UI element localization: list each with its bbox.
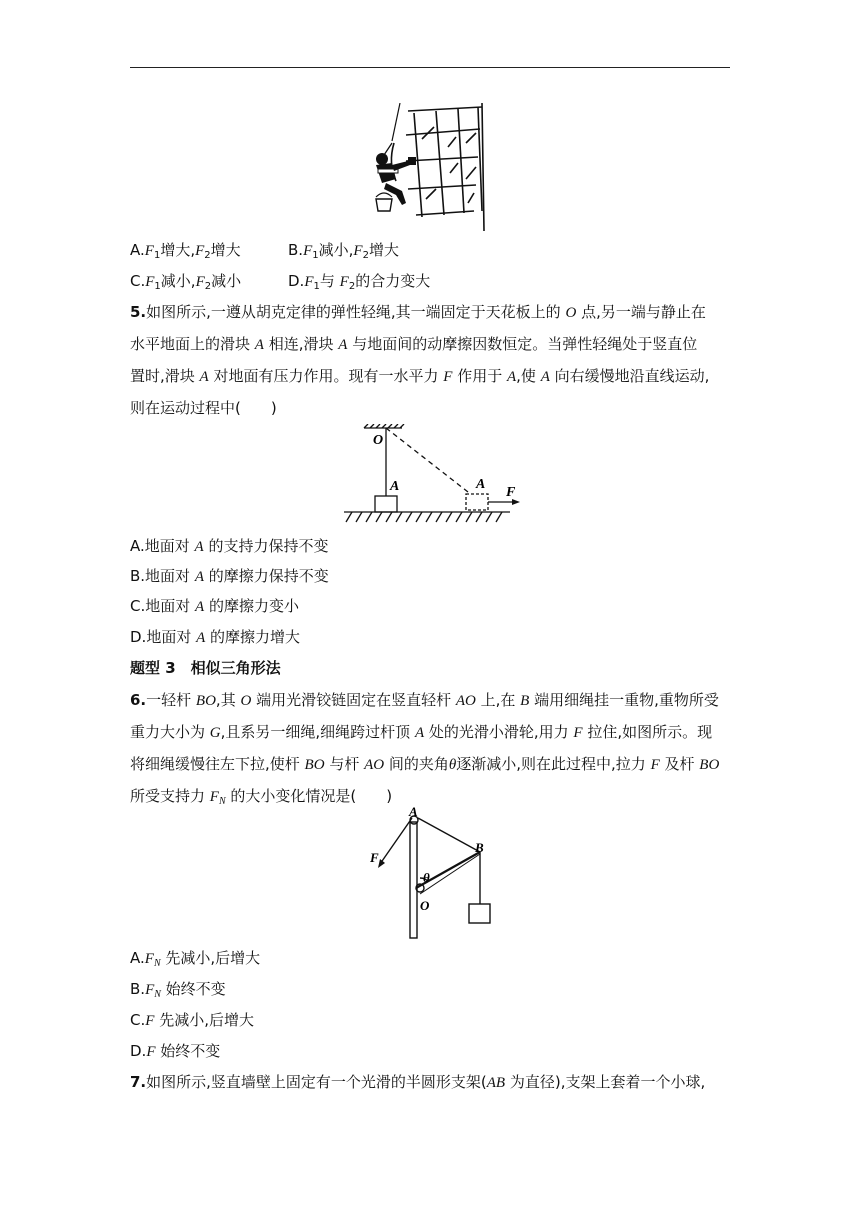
q5-stem-line-4: 则在运动过程中( ) — [130, 399, 277, 417]
q5-stem-line-3: 置时,滑块 A 对地面有压力作用。现有一水平力 F 作用于 A,使 A 向右缓慢地沿直线运动, — [130, 367, 710, 385]
q5-option-b: B.地面对 A 的摩擦力保持不变 — [130, 567, 329, 585]
q6-stem-line-3: 将细绳缓慢往左下拉,使杆 BO 与杆 AO 间的夹角θ逐渐减小,则在此过程中,拉力 F 及杆 BO — [130, 755, 720, 773]
q6-label-a: A — [409, 806, 418, 819]
q5-label-f: F — [506, 485, 516, 500]
q6-stem-line-4: 所受支持力 $F_N$ 的大小变化情况是( ) — [130, 787, 393, 807]
window-cleaner-figure — [362, 103, 486, 231]
q5-option-a: A.地面对 A 的支持力保持不变 — [130, 537, 329, 555]
q6-rod-pulley-figure — [362, 806, 502, 940]
q6-label-f: F — [370, 850, 379, 865]
q4-option-d: $D.F_1$与 $F_2$的合力变大 — [288, 272, 431, 292]
q4-option-c: $C.F_1$减小$,F_2$减小 — [130, 272, 242, 292]
q6-option-b: $B.F_N$ 始终不变 — [130, 980, 226, 1000]
q7-stem-line-1: 7.如图所示,竖直墙壁上固定有一个光滑的半圆形支架(AB 为直径),支架上套着一个小球, — [130, 1073, 706, 1091]
q5-stem-line-1: 5.如图所示,一遵从胡克定律的弹性轻绳,其一端固定于天花板上的 O 点,另一端与静止在 — [130, 303, 706, 321]
q5-label-o: O — [373, 433, 384, 448]
q6-stem-line-2: 重力大小为 G,且系另一细绳,细绳跨过杆顶 A 处的光滑小滑轮,用力 F 拉住,如图所示。现 — [130, 723, 713, 741]
q6-label-theta: θ — [423, 870, 430, 885]
q5-stem-line-2: 水平地面上的滑块 A 相连,滑块 A 与地面间的动摩擦因数恒定。当弹性轻绳处于竖直位 — [130, 335, 698, 353]
header-rule — [130, 67, 730, 68]
q6-option-a: $A.F_N$ 先减小,后增大 — [130, 949, 261, 969]
q4-option-a: $A.F_1$增大$,F_2$增大 — [130, 241, 241, 261]
q6-option-d: D.F 始终不变 — [130, 1042, 221, 1060]
q6-stem-line-1: 6.一轻杆 BO,其 O 端用光滑铰链固定在竖直轻杆 AO 上,在 B 端用细绳挂一重物,重物所受 — [130, 691, 719, 709]
q5-option-d: D.地面对 A 的摩擦力增大 — [130, 628, 301, 646]
q6-label-b: B — [475, 840, 484, 855]
q6-label-o: O — [420, 898, 430, 913]
q5-label-a-start: A — [390, 479, 400, 494]
q5-elastic-rope-figure — [340, 424, 530, 524]
q5-option-c: C.地面对 A 的摩擦力变小 — [130, 597, 299, 615]
section-title: 题型 3 相似三角形法 — [130, 659, 281, 677]
q4-option-b: $B.F_1$减小$,F_2$增大 — [288, 241, 399, 261]
q5-label-a-end: A — [476, 477, 486, 492]
q6-option-c: C.F 先减小,后增大 — [130, 1011, 254, 1029]
